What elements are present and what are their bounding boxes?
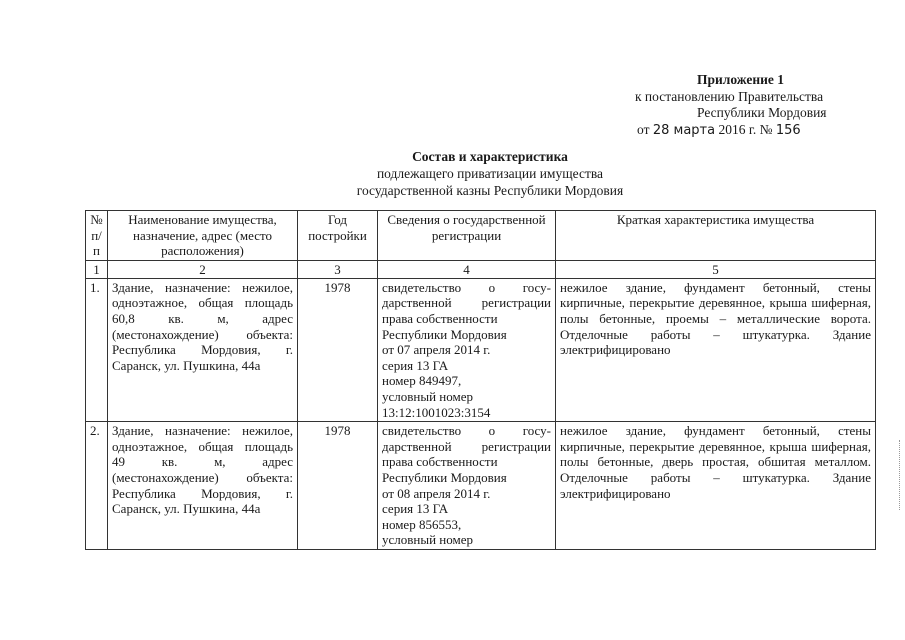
row-number: 2. xyxy=(86,422,108,550)
registration-line: условный номер xyxy=(382,532,473,548)
row-registration xyxy=(378,278,556,421)
property-table xyxy=(85,210,876,550)
appendix-block xyxy=(600,72,880,139)
registration-line: номер 856553, xyxy=(382,516,462,532)
header-registration: Сведения о государственной регистрации xyxy=(378,211,556,261)
registration-line: номер 849497, xyxy=(382,373,462,389)
appendix-title: Приложение 1 xyxy=(697,72,785,87)
heading-title: Состав и характеристика xyxy=(412,149,568,164)
registration-line: свидетельство о госу-дарственной регистрации права собственности xyxy=(382,423,551,470)
appendix-date-year: 2016 г. № xyxy=(715,121,776,137)
registration-line: серия 13 ГА xyxy=(382,357,449,373)
index-cell: 1 xyxy=(86,260,108,278)
registration-line: Республики Мордовия xyxy=(382,469,507,485)
appendix-line-decree: к постановлению Правительства xyxy=(635,88,824,104)
registration-line: от 08 апреля 2014 г. xyxy=(382,485,491,501)
appendix-decree-number: 156 xyxy=(775,122,801,138)
index-cell: 2 xyxy=(108,260,298,278)
row-year: 1978 xyxy=(298,422,378,550)
table-row xyxy=(86,422,876,550)
table-row xyxy=(86,278,876,421)
header-description: Краткая характеристика имущества xyxy=(556,211,876,261)
index-cell: 3 xyxy=(298,260,378,278)
appendix-line-date xyxy=(600,122,880,140)
header-name: Наименование имущества, назначение, адрес (место расположения) xyxy=(108,211,298,261)
table-index-row xyxy=(86,260,876,278)
row-number: 1. xyxy=(86,278,108,421)
registration-line: от 07 апреля 2014 г. xyxy=(382,342,491,358)
header-number: № п/п xyxy=(86,211,108,261)
registration-line: серия 13 ГА xyxy=(382,501,449,517)
appendix-date-handwritten: 28 марта xyxy=(652,122,716,138)
registration-line: свидетельство о госу-дарственной регистрации права собственности xyxy=(382,279,551,326)
row-description: нежилое здание, фундамент бетонный, стены кирпичные, перекрытие деревянное, крыша шиферная, полы бетонные, дверь простая, обшитая металлом. Отделочные работы – штукатурка. Здание электрифицировано xyxy=(556,422,876,550)
registration-line: 13:12:1001023:3154 xyxy=(382,404,491,420)
row-name: Здание, назначение: нежилое, одноэтажное, общая площадь 60,8 кв. м, адрес (местонахождение) объекта: Республика Мордовия, г. Саранск, ул. Пушкина, 44а xyxy=(108,278,298,421)
row-name: Здание, назначение: нежилое, одноэтажное, общая площадь 49 кв. м, адрес (местонахождение) объекта: Республика Мордовия, г. Саранск, ул. Пушкина, 44а xyxy=(108,422,298,550)
heading-subtitle-2: государственной казны Республики Мордовия xyxy=(356,183,624,198)
header-year: Год постройки xyxy=(298,211,378,261)
index-cell: 4 xyxy=(378,260,556,278)
registration-line: условный номер xyxy=(382,388,473,404)
appendix-line-republic: Республики Мордовия xyxy=(697,105,827,120)
row-registration xyxy=(378,422,556,550)
row-year: 1978 xyxy=(298,278,378,421)
heading-subtitle-1: подлежащего приватизации имущества xyxy=(376,166,604,181)
index-cell: 5 xyxy=(556,260,876,278)
scan-artifact xyxy=(899,440,903,510)
table-header-row xyxy=(86,211,876,261)
document-heading xyxy=(200,148,780,199)
appendix-date-prefix: от xyxy=(637,121,653,137)
registration-line: Республики Мордовия xyxy=(382,326,507,342)
row-description: нежилое здание, фундамент бетонный, стены кирпичные, перекрытие деревянное, крыша шиферная, полы бетонные, проемы – металлические ворота. Отделочные работы – штукатурка. Здание электрифицировано xyxy=(556,278,876,421)
